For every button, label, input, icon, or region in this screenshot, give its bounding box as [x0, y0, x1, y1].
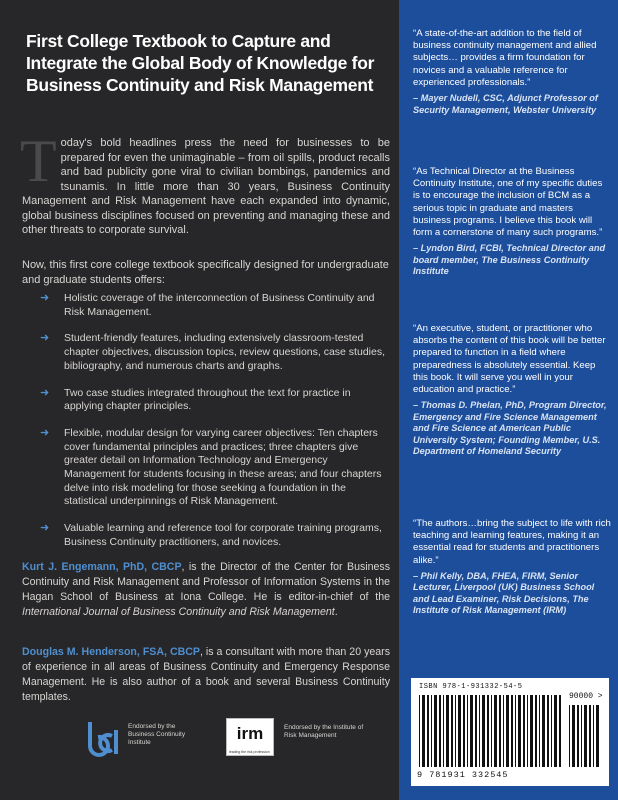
bio-end: . — [334, 606, 338, 618]
quote-attribution: – Phil Kelly, DBA, FHEA, FIRM, Senior Lecturer, Liverpool (UK) Business School and Lead Examiner, Risk Decisions, The Institute of Risk Management (IRM) — [413, 570, 595, 616]
author-bio-engemann — [22, 560, 390, 620]
list-item-text: Valuable learning and reference tool for corporate training programs, Business Continuity practitioners, and novices. — [64, 522, 382, 548]
list-item — [40, 387, 390, 414]
author-name: Douglas M. Henderson, FSA, CBCP — [22, 646, 200, 658]
quote-attribution: – Lyndon Bird, FCBI, Technical Director and board member, The Business Continuity Institute — [413, 243, 606, 277]
testimonial — [413, 28, 611, 116]
list-item-text: Student-friendly features, including extensively classroom-tested chapter objectives, discussion topics, review questions, case studies, bibliography, and numerous charts and graphs. — [64, 332, 385, 372]
barcode-main-icon — [419, 695, 563, 767]
feature-list — [40, 292, 390, 563]
title-line: Business Continuity and Risk Management — [26, 75, 374, 95]
quote-attribution: – Thomas D. Phelan, PhD, Program Director, Emergency and Fire Science Management and Fire Science at American Public University System; Founding Member, U.S. Department of Homeland Security — [413, 400, 607, 457]
journal-title: International Journal of Business Continuity and Risk Management — [22, 606, 335, 618]
barcode — [411, 678, 609, 786]
irm-logo: irm — [226, 718, 274, 756]
intro-paragraph — [20, 128, 390, 238]
list-item-text: Holistic coverage of the interconnection of Business Continuity and Risk Management. — [64, 292, 375, 318]
quote-text: “As Technical Director at the Business Continuity Institute, one of my specific duties is to encourage the inclusion of BCM as a serious topic in graduate and masters business programs. I believe this book will form a cornerstone of many such programs.” — [413, 166, 603, 239]
bio-text: , is the Director of the Center for Business Continuity and Risk Management and Professor of Information Systems in the Hagan School of Business at Iona College. He is editor-in-chief of the — [22, 561, 390, 603]
title-line: Integrate the Global Body of Knowledge for — [26, 53, 375, 73]
list-item — [40, 332, 390, 373]
list-item — [40, 522, 390, 549]
arrow-icon: ➜ — [40, 332, 50, 345]
isbn-text: ISBN 978-1-931332-54-5 — [419, 683, 523, 691]
irm-tagline: leading the risk profession — [229, 750, 270, 754]
testimonial — [413, 323, 611, 458]
book-title — [26, 30, 376, 96]
quote-text: “The authors…bring the subject to life with rich teaching and learning features, making it an essential read for students and practitioners alike.” — [413, 518, 611, 566]
list-item-text: Two case studies integrated throughout the text for practice in applying chapter principles. — [64, 386, 351, 413]
title-line: First College Textbook to Capture and — [26, 31, 331, 51]
arrow-icon: ➜ — [40, 292, 50, 304]
intro-lead: Now, this first core college textbook specifically designed for undergraduate and graduate students offers: — [22, 259, 389, 286]
arrow-icon: ➜ — [40, 522, 50, 535]
ean-text: 9 781931 332545 — [417, 770, 509, 780]
list-item-text: Flexible, modular design for varying career objectives: Ten chapters cover fundamental principles and practices; three chapters give greater detail on Information Technology and Emergency Management for students focusing in these areas; and four chapters delve into risk modeling for those seeking a foundation in the statistical underpinnings of Risk Management. — [64, 426, 382, 508]
quote-text: “An executive, student, or practitioner who absorbs the content of this book will be better prepared to function in a field where preparedness is absolutely essential. Keep this book. It will serve you well in your education and practice.” — [413, 323, 606, 396]
quote-text: “A state-of-the-art addition to the field of business continuity management and allied subjects… provides a firm foundation for novices and a valuable reference for experienced professionals.” — [413, 28, 597, 88]
author-bio-henderson — [22, 645, 390, 705]
arrow-icon: ➜ — [40, 386, 50, 399]
bci-logo-icon — [84, 718, 120, 758]
irm-endorsement-text: Endorsed by the Institute of Risk Management — [284, 724, 364, 739]
testimonial-sidebar — [399, 0, 618, 800]
bio-text: , is a consultant with more than 20 years of experience in all areas of Business Continuity and Emergency Response Management. He is also author of a book and several Business Continuity templates. — [22, 646, 390, 703]
testimonial — [413, 166, 611, 278]
arrow-icon: ➜ — [40, 426, 50, 439]
list-item — [40, 292, 390, 319]
list-item — [40, 427, 390, 509]
drop-cap: T — [20, 128, 57, 194]
testimonial — [413, 518, 611, 617]
author-name: Kurt J. Engemann, PhD, CBCP — [22, 561, 182, 573]
intro-text: oday's bold headlines press the need for businesses to be prepared for even the unimaginable – from oil spills, product recalls and bad publicity gone viral to civilian bombings, pandemics and tsunamis. In little more than 30 years, Business Continuity Management and Risk Management have each expanded into dynamic, global business disciplines focused on preventing and managing these and other threats to corporate survival. — [22, 137, 390, 236]
barcode-addon-icon — [569, 705, 601, 767]
quote-attribution: – Mayer Nudell, CSC, Adjunct Professor of Security Management, Webster University — [413, 93, 598, 115]
price-code: 90000 > — [569, 692, 603, 701]
bci-endorsement-text: Endorsed by the Business Continuity Institute — [128, 723, 186, 746]
endorsement-logos — [78, 716, 378, 766]
